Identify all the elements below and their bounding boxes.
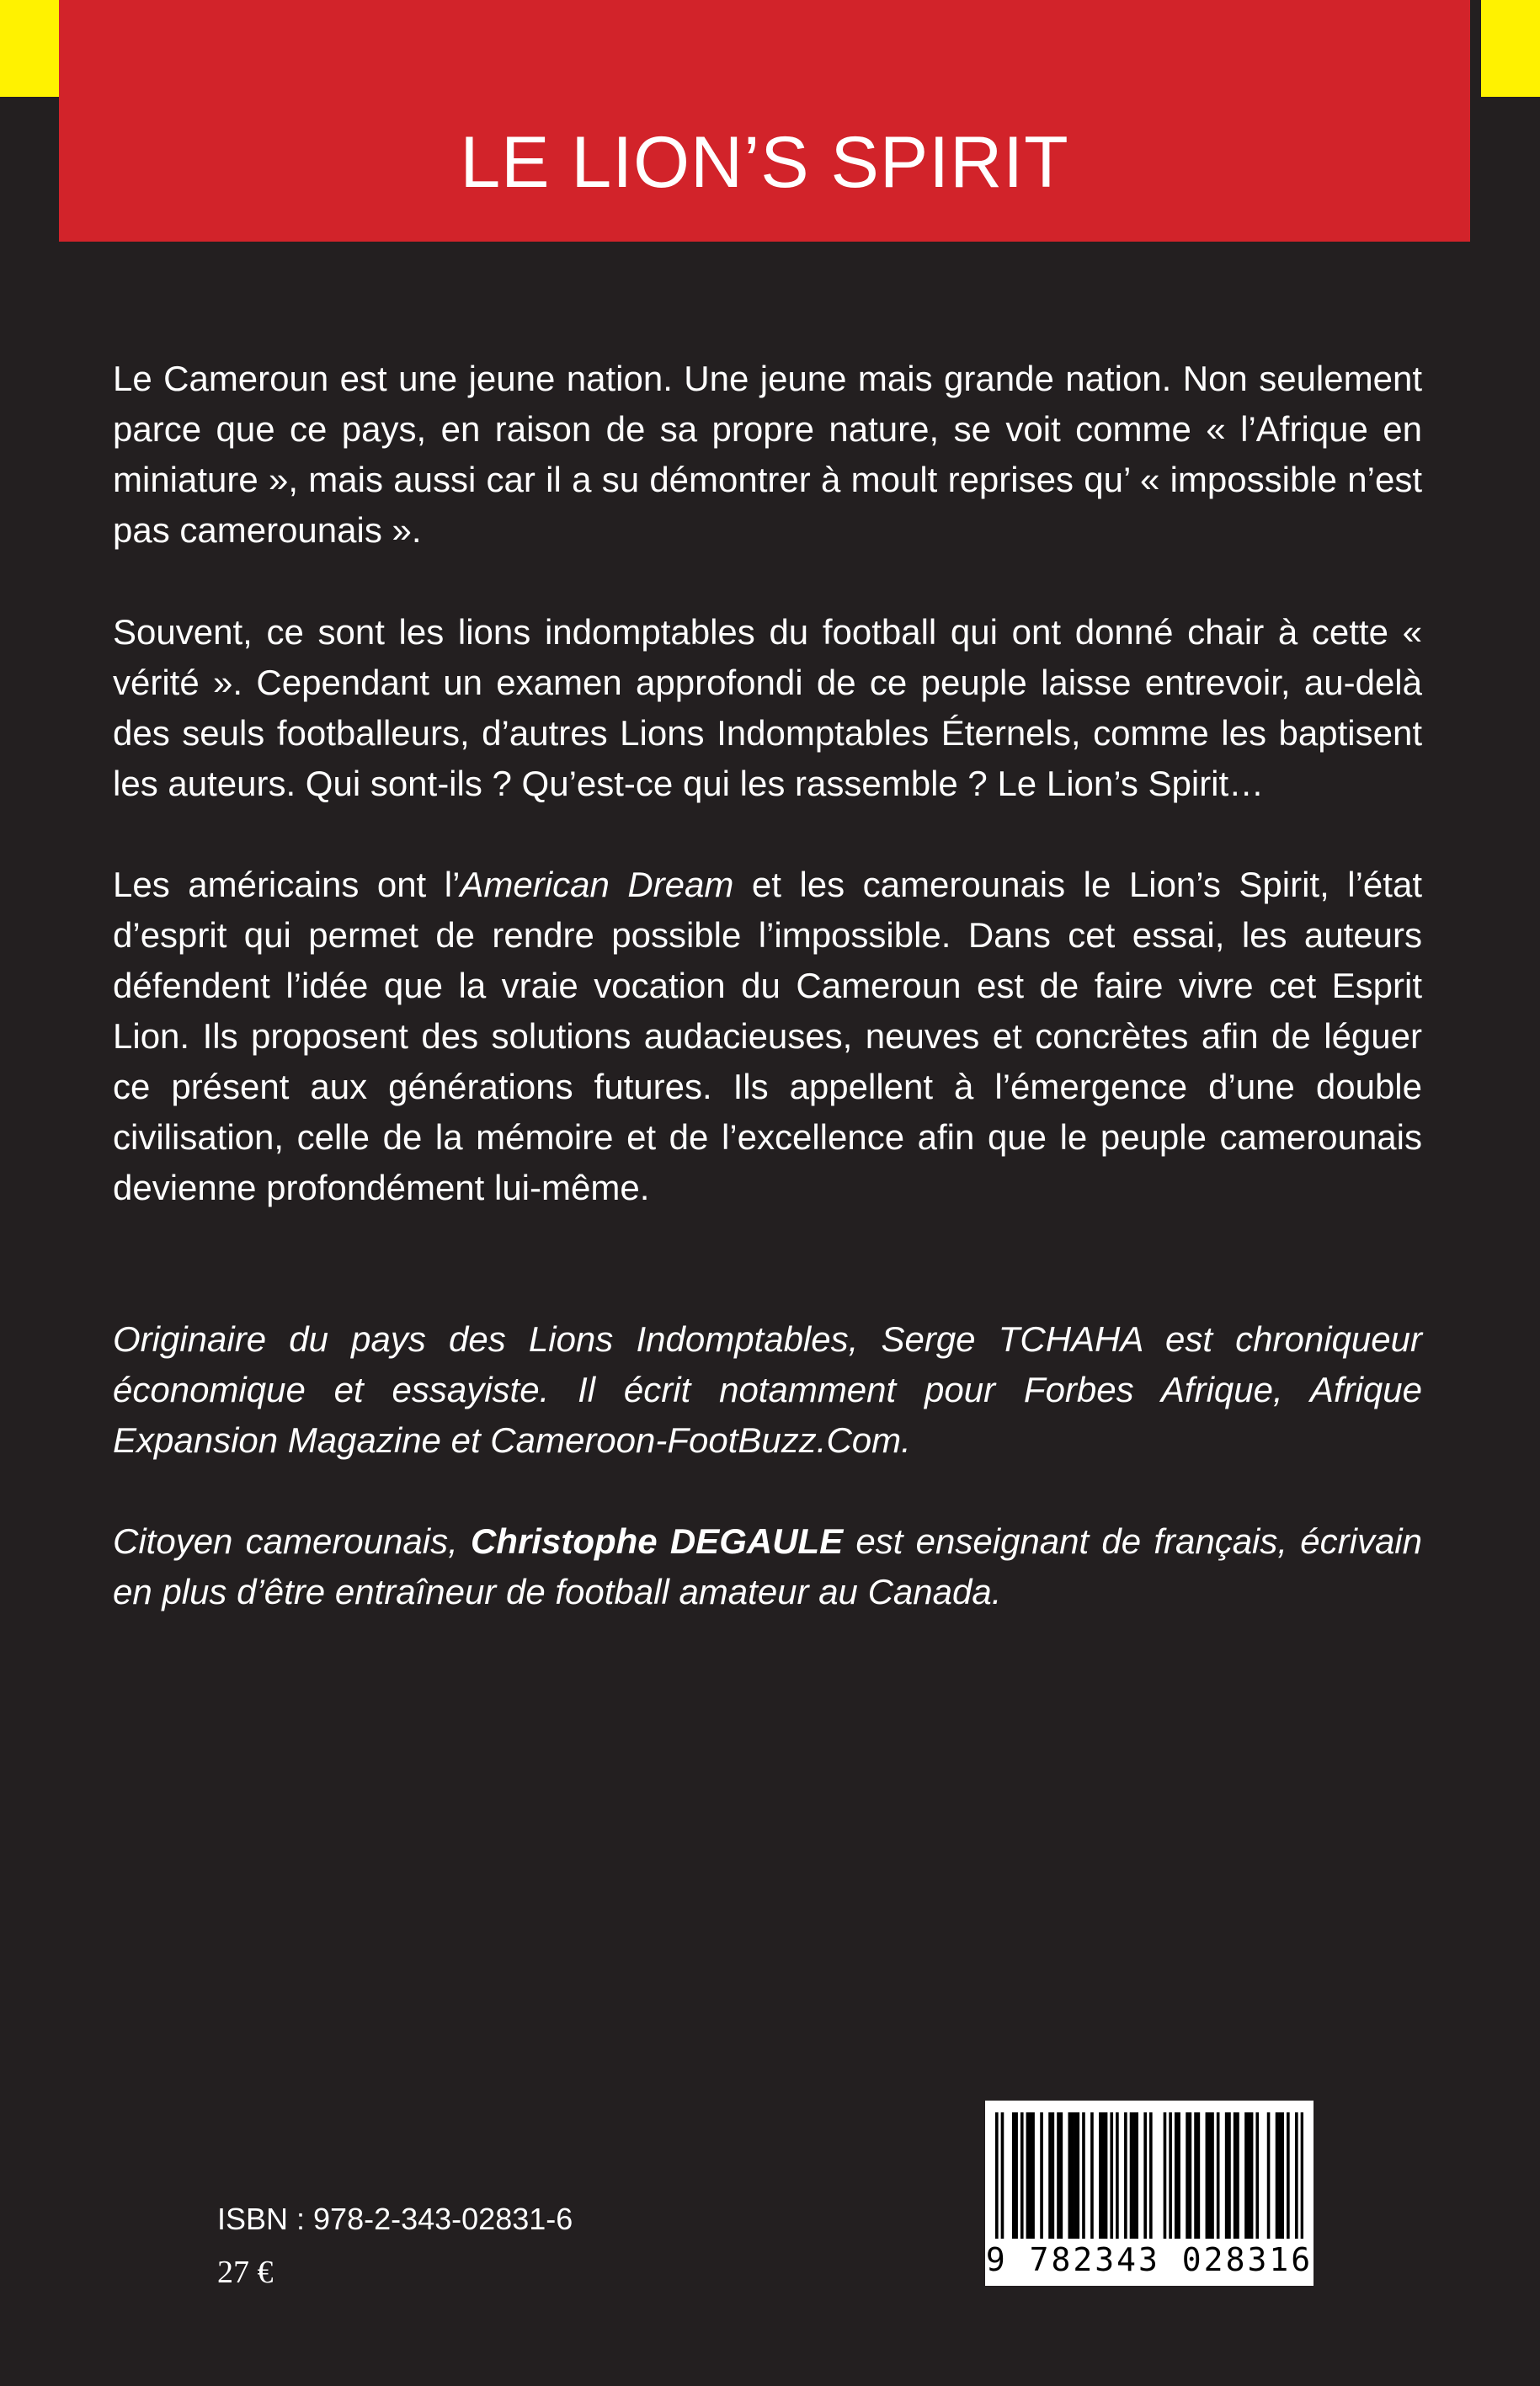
barcode-bar bbox=[1130, 2112, 1133, 2239]
barcode-bar bbox=[1250, 2112, 1254, 2239]
barcode-bar bbox=[1012, 2112, 1015, 2239]
paragraph-3-before: Les américains ont l’ bbox=[113, 865, 461, 904]
barcode-bar bbox=[1071, 2112, 1074, 2239]
barcode-bar bbox=[1295, 2112, 1298, 2239]
author-name-bold: Christophe DEGAULE bbox=[470, 1521, 844, 1561]
barcode-bar bbox=[1211, 2112, 1214, 2239]
isbn-label: ISBN : 978-2-343-02831-6 bbox=[217, 2202, 573, 2236]
barcode-bar bbox=[1101, 2112, 1105, 2239]
barcode-bar bbox=[1105, 2112, 1108, 2239]
barcode-bar bbox=[1189, 2112, 1192, 2239]
barcode-bar bbox=[1149, 2112, 1153, 2239]
paragraph-3-after: et les camerounais le Lion’s Spirit, l’état d’esprit qui permet de rendre possible l’impossible. Dans cet essai, les auteurs défendent l’idée que la vraie vocation du Cameroun est de faire vivre cet Esprit Lion. Ils proposent des solutions audacieuses, neuves et concrètes afin de léguer ce présent aux générations futures. Ils appellent à l’émergence d’une double civilisation, celle de la mémoire et de l’excellence afin que le peuple camerounais devienne profondément lui-même. bbox=[113, 865, 1422, 1207]
barcode-bar bbox=[1186, 2112, 1189, 2239]
barcode-bar bbox=[1206, 2112, 1209, 2239]
barcode-bar bbox=[1082, 2112, 1085, 2239]
barcode-bar bbox=[1228, 2112, 1231, 2239]
yellow-corner-stripe-left bbox=[0, 0, 59, 97]
barcode-bar bbox=[1301, 2112, 1303, 2239]
barcode-bar bbox=[1020, 2112, 1024, 2239]
barcode-bar bbox=[1177, 2112, 1180, 2239]
barcode-bar bbox=[1278, 2112, 1282, 2239]
blurb-paragraph-1 bbox=[113, 354, 1422, 556]
barcode-bar bbox=[1076, 2112, 1079, 2239]
bio-2-before: Citoyen camerounais, bbox=[113, 1521, 471, 1561]
barcode-bar bbox=[1194, 2112, 1197, 2239]
blurb-paragraph-3-text bbox=[113, 860, 1422, 1213]
barcode-bars bbox=[995, 2112, 1303, 2239]
barcode-bar bbox=[1015, 2112, 1018, 2239]
blurb-paragraph-1-text: Le Cameroun est une jeune nation. Une jeune mais grande nation. Non seulement parce que ce pays, en raison de sa propre nature, se voit comme « l’Afrique en miniature », mais aussi car il a su démontrer à moult reprises qu’ « impossible n’est pas camerounais ». bbox=[113, 359, 1422, 550]
barcode-bar bbox=[1247, 2112, 1250, 2239]
barcode-bar bbox=[1244, 2112, 1248, 2239]
barcode-bar bbox=[1276, 2112, 1279, 2239]
blurb-paragraph-2 bbox=[113, 607, 1422, 809]
barcode-bar bbox=[1281, 2112, 1284, 2239]
barcode-bar bbox=[1164, 2112, 1167, 2239]
barcode-bar bbox=[1124, 2112, 1127, 2239]
barcode-bar bbox=[1175, 2112, 1178, 2239]
barcode-bar bbox=[1074, 2112, 1077, 2239]
barcode-bar bbox=[1110, 2112, 1113, 2239]
bio-2-after: est enseignant de français, écrivain en plus d’être entraîneur de football amateur au Canada. bbox=[113, 1521, 1422, 1611]
paragraph-3-italic: American Dream bbox=[460, 865, 734, 904]
blurb-paragraph-2-text: Souvent, ce sont les lions indomptables du football qui ont donné chair à cette « vérité ». Cependant un examen approfondi de ce peuple laisse entrevoir, au-delà des seuls footballeurs, d’autres Lions Indomptables Éternels, comme les baptisent les auteurs. Qui sont-ils ? Qu’est-ce qui les rassemble ? Le Lion’s Spirit… bbox=[113, 612, 1422, 803]
barcode-bar bbox=[1217, 2112, 1220, 2239]
barcode-bar bbox=[1099, 2112, 1102, 2239]
barcode-bar bbox=[1090, 2112, 1094, 2239]
barcode-bar bbox=[1057, 2112, 1060, 2239]
barcode-bar bbox=[1031, 2112, 1035, 2239]
title-band bbox=[59, 0, 1470, 242]
barcode-bar bbox=[1068, 2112, 1072, 2239]
barcode-bar bbox=[1048, 2112, 1052, 2239]
price-label: 27 € bbox=[217, 2255, 274, 2290]
book-title: LE LION’S SPIRIT bbox=[460, 122, 1069, 203]
barcode-bar bbox=[1169, 2112, 1172, 2239]
author-bio-1 bbox=[113, 1314, 1422, 1466]
barcode-bar bbox=[1026, 2112, 1030, 2239]
barcode-bar bbox=[1135, 2112, 1138, 2239]
barcode-bar bbox=[1267, 2112, 1271, 2239]
barcode bbox=[985, 2101, 1314, 2286]
barcode-bar bbox=[1116, 2112, 1119, 2239]
yellow-corner-stripe-right bbox=[1481, 0, 1540, 97]
author-bio-1-text: Originaire du pays des Lions Indomptables, Serge TCHAHA est chroniqueur économique et essayiste. Il écrit notamment pour Forbes Afrique, Afrique Expansion Magazine et Cameroon-FootBuzz.Com. bbox=[113, 1319, 1422, 1460]
barcode-bar bbox=[1060, 2112, 1063, 2239]
barcode-bar bbox=[995, 2112, 999, 2239]
author-bio-2 bbox=[113, 1516, 1422, 1617]
barcode-bar bbox=[1287, 2112, 1290, 2239]
barcode-bar bbox=[1255, 2112, 1259, 2239]
author-bio-2-text bbox=[113, 1516, 1422, 1617]
barcode-bar bbox=[1052, 2112, 1055, 2239]
barcode-bar bbox=[1234, 2112, 1237, 2239]
barcode-bar bbox=[1132, 2112, 1136, 2239]
barcode-bar bbox=[1208, 2112, 1212, 2239]
barcode-bar bbox=[1197, 2112, 1201, 2239]
barcode-bar bbox=[1225, 2112, 1228, 2239]
barcode-bar bbox=[1001, 2112, 1004, 2239]
barcode-bar bbox=[1236, 2112, 1239, 2239]
barcode-digits: 9 782343 028316 bbox=[985, 2241, 1314, 2278]
barcode-bar bbox=[1040, 2112, 1043, 2239]
barcode-bar bbox=[1029, 2112, 1032, 2239]
blurb-paragraph-3 bbox=[113, 860, 1422, 1213]
barcode-bar bbox=[1143, 2112, 1147, 2239]
